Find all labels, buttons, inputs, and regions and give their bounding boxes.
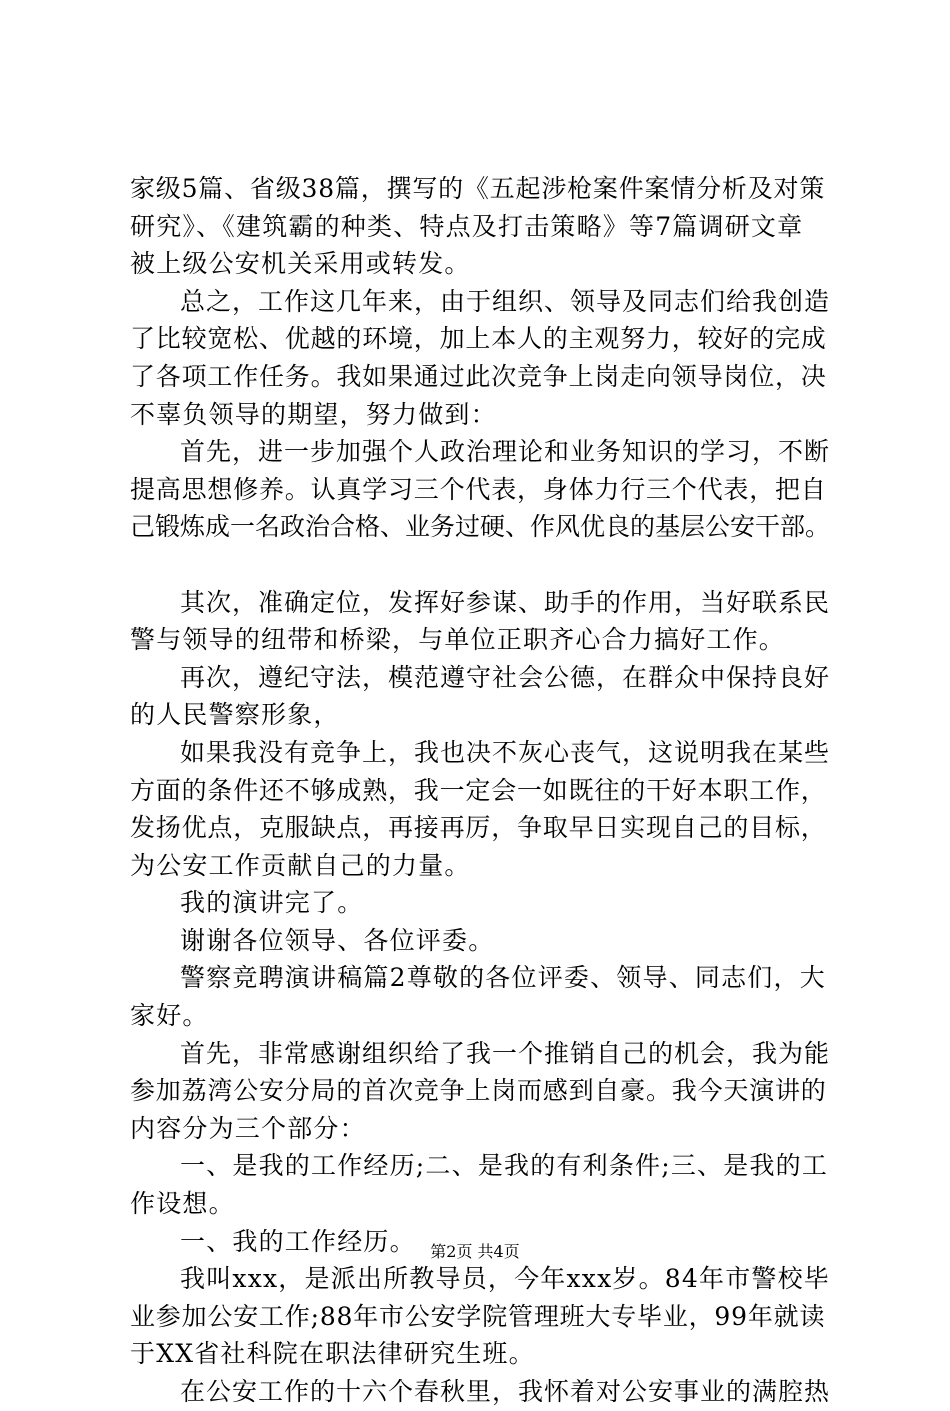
text-line: 方面的条件还不够成熟，我一定会一如既往的干好本职工作， <box>130 775 827 805</box>
text-line: 的人民警察形象， <box>130 700 340 730</box>
text-line: 了比较宽松、优越的环境，加上本人的主观努力，较好的完成 <box>130 324 827 354</box>
text-line: 我的演讲完了。 <box>180 888 364 918</box>
blank-line <box>130 546 830 584</box>
text-line: 警察竞聘演讲稿篇2尊敬的各位评委、领导、同志们，大 <box>180 963 826 993</box>
page-footer: 第2页 共4页 <box>430 1242 520 1261</box>
text-line: 再次，遵纪守法，模范遵守社会公德，在群众中保持良好 <box>180 662 831 692</box>
text-line: 研究》、《建筑霸的种类、特点及打击策略》等7篇调研文章 <box>130 211 804 241</box>
text-line: 首先，进一步加强个人政治理论和业务知识的学习，不断 <box>180 437 831 467</box>
text-line: 作设想。 <box>130 1189 235 1219</box>
text-line: 首先，非常感谢组织给了我一个推销自己的机会，我为能 <box>180 1038 831 1068</box>
text-line: 谢谢各位领导、各位评委。 <box>180 925 495 955</box>
text-line: 参加荔湾公安分局的首次竞争上岗而感到自豪。我今天演讲的 <box>130 1076 827 1106</box>
text-line: 警与领导的纽带和桥梁，与单位正职齐心合力搞好工作。 <box>130 625 786 655</box>
text-line: 一、是我的工作经历;二、是我的有利条件;三、是我的工 <box>180 1151 829 1181</box>
text-line: 一、我的工作经历。 <box>180 1226 416 1256</box>
text-line: 被上级公安机关采用或转发。 <box>130 249 471 279</box>
text-line: 发扬优点，克服缺点，再接再厉，争取早日实现自己的目标， <box>130 813 827 843</box>
text-line: 不辜负领导的期望，努力做到： <box>130 399 497 429</box>
document-body <box>130 170 830 1411</box>
text-line: 己锻炼成一名政治合格、业务过硬、作风优良的基层公安干部。 <box>130 512 831 542</box>
text-line: 了各项工作任务。我如果通过此次竞争上岗走向领导岗位，决 <box>130 361 827 391</box>
text-line: 总之，工作这几年来，由于组织、领导及同志们给我创造 <box>180 286 831 316</box>
text-line: 为公安工作贡献自己的力量。 <box>130 850 471 880</box>
text-line: 在公安工作的十六个春秋里，我怀着对公安事业的满腔热 <box>180 1377 831 1406</box>
text-line: 业参加公安工作;88年市公安学院管理班大专毕业，99年就读 <box>130 1301 826 1331</box>
text-line: 提高思想修养。认真学习三个代表，身体力行三个代表，把自 <box>130 474 827 504</box>
text-line: 我叫xxx，是派出所教导员，今年xxx岁。84年市警校毕 <box>180 1264 831 1294</box>
text-line: 家好。 <box>130 1001 209 1031</box>
text-line: 如果我没有竞争上，我也决不灰心丧气，这说明我在某些 <box>180 737 831 767</box>
text-line: 其次，准确定位，发挥好参谋、助手的作用，当好联系民 <box>180 587 831 617</box>
text-line: 内容分为三个部分： <box>130 1113 366 1143</box>
text-line: 于XX省社科院在职法律研究生班。 <box>130 1339 535 1369</box>
text-line: 家级5篇、省级38篇，撰写的《五起涉枪案件案情分析及对策 <box>130 174 826 203</box>
